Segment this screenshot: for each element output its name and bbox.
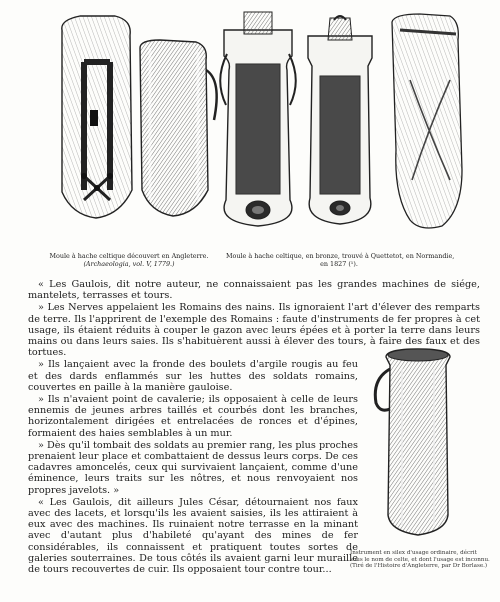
- paragraph: « Les Gaulois, dit ailleurs Jules César, détournaient nos faux avec des lacets, et lorsqu'ils les avaient saisies, ils les attiraient à eux avec des machines. Ils ruinaient notre terrasse en la minant avec d'autant plus d'habileté qu'ayant des mines de fer considérables, ils connaissent et pratiquent toutes sortes de galeries souterraines. De tous côtés ils avaient garni leur muraille de tours recouvertes de cuir. Ils opposaient tour contre tour...: [28, 496, 358, 576]
- paragraph: » Dès qu'il tombait des soldats au premier rang, les plus proches prenaient leur place et combattaient de dessus leurs corps. De ces cadavres amoncelés, ceux qui survivaient lançaient, comme d'une éminence, leurs traits sur les nôtres, et nous renvoyaient nos propres javelots. »: [28, 439, 358, 496]
- caption-left-source: (Archaeologia, vol. V, 1779.): [83, 260, 175, 268]
- mould-5-engraving: [392, 14, 462, 228]
- mould-3-engraving: [220, 12, 296, 226]
- paragraph: » Ils n'avaient point de cavalerie; ils opposaient à celle de leurs ennemis de jeunes arbres taillés et courbés dont les branches, horizontalement dirigées et entrelacées de ronces et d'épines, formaient des haies semblables à un mur.: [28, 394, 358, 439]
- caption-left: [38, 252, 220, 268]
- caption-left-line1: Moule à hache celtique découvert en Angleterre.: [49, 252, 209, 260]
- mould-4-engraving: [308, 16, 372, 224]
- paragraph: » Ils lançaient avec la fronde des boulets d'argile rougis au feu et des dards enflammés sur les huttes des soldats romains, couvertes en paille à la manière gauloise.: [28, 359, 358, 393]
- mould-2-engraving: [140, 40, 217, 216]
- caption-right: [226, 252, 455, 268]
- mould-1-engraving: [62, 16, 132, 218]
- caption-right-line1: Moule à hache celtique, en bronze, trouvé à Quettetot, en Normandie,: [226, 252, 455, 260]
- axe-mould-engravings: [0, 0, 500, 245]
- engraving-figure-row: [0, 0, 500, 245]
- caption-right-line2: en 1827 (¹).: [320, 260, 358, 268]
- paragraph: « Les Gaulois, dit notre auteur, ne connaissaient pas les grandes machines de siége, mantelets, terrasses et tours.: [28, 279, 480, 302]
- paragraph: » Les Nerves appelaient les Romains des nains. Ils ignoraient l'art d'élever des remparts de terre. Ils l'apprirent de l'exemple des Romains : faute d'instruments de fer propres à cet usage, ils étaient réduits à couper le gazon avec leurs épées et à porter la terre dans leurs mains ou dans leurs saies. Ils s'habituèrent aussi à élever des tours, à faire des faux et des tortues.: [28, 302, 480, 359]
- side-engraving: [368, 345, 468, 545]
- celt-instrument-engraving: [368, 345, 468, 545]
- side-caption: Instrument en silex d'usage ordinaire, décrit sous le nom de celte, et dont l'usage est inconnu. (Tiré de l'Histoire d'Angleterre, par Dr Borlase.): [350, 550, 490, 570]
